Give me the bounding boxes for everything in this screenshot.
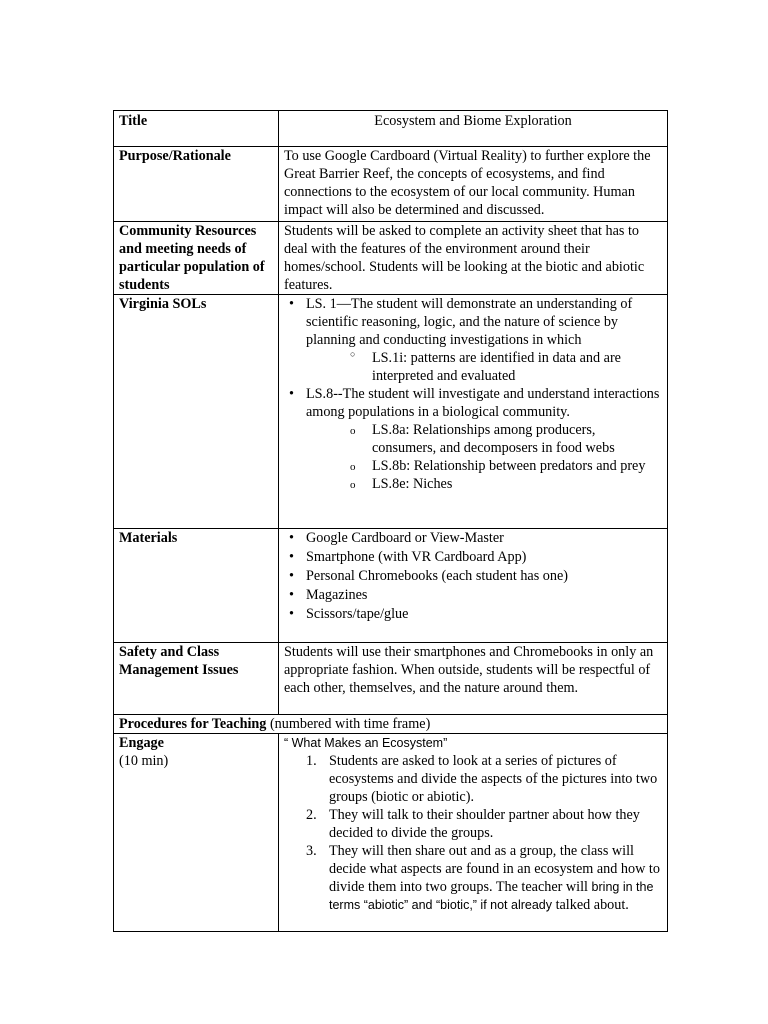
material-item: • Magazines [306,586,662,605]
sol-subitem: o LS.8b: Relationship between predators and prey [372,457,662,475]
materials-label: Materials [114,529,279,643]
safety-text: Students will use their smartphones and Chromebooks in only an appropriate fashion. When outside, students will be respectful of each other, themselves, and the nature around them. [279,643,668,715]
procedures-cell [114,715,668,734]
engage-step [306,842,662,914]
row-materials [114,529,668,643]
engage-time: (10 min) [119,753,169,769]
material-item: • Smartphone (with VR Cardboard App) [306,548,662,567]
title-value: Ecosystem and Biome Exploration [279,111,668,147]
sols-label: Virginia SOLs [114,295,279,529]
purpose-label: Purpose/Rationale [114,147,279,222]
sol-subitem: o LS.8e: Niches [372,475,662,493]
step-text: Students are asked to look at a series of pictures of ecosystems and divide the aspects of the pictures into two groups (biotic or abiotic). [329,753,658,805]
sol-subitem: o LS.8a: Relationships among producers, consumers, and decomposers in food webs [372,421,662,457]
sol-sublist [306,349,662,385]
engage-step [306,806,662,842]
row-community [114,222,668,295]
sol-item [306,295,662,385]
engage-label: Engage [119,735,164,751]
row-procedures [114,715,668,734]
row-engage [114,734,668,932]
step-text: talked about. [552,897,629,913]
engage-heading: “ What Makes an Ecosystem” [284,736,448,750]
row-sols [114,295,668,529]
row-purpose [114,147,668,222]
community-text: Students will be asked to complete an activity sheet that has to deal with the features of the environment around their homes/school. Students will be looking at the biotic and abiotic features. [279,222,668,295]
sol-subitem: ○ LS.1i: patterns are identified in data and are interpreted and evaluated [372,349,662,385]
engage-steps [284,752,662,914]
sol-item [306,385,662,493]
sol-item-text: LS. 1—The student will demonstrate an understanding of scientific reasoning, logic, and the nature of science by planning and conducting investigations in which [306,296,633,348]
engage-label-cell [114,734,279,932]
sol-item-text: LS.8--The student will investigate and understand interactions among populations in a biological community. [306,386,660,420]
materials-list [284,529,662,624]
row-safety [114,643,668,715]
sols-content [279,295,668,529]
step-number: 3. [306,843,317,859]
engage-step [306,752,662,806]
lesson-plan-table [113,110,668,932]
step-text-sans: bring in the terms “abiotic” and “biotic,” if not already [329,880,654,912]
step-text: They will talk to their shoulder partner about how they decided to divide the groups. [329,807,640,841]
procedures-label: Procedures for Teaching [119,716,267,732]
step-text: They will then share out and as a group, the class will decide what aspects are found in an ecosystem and how to divide them into two groups. The teacher will [329,843,660,895]
community-label: Community Resources and meeting needs of particular population of students [114,222,279,295]
title-label: Title [114,111,279,147]
materials-content [279,529,668,643]
step-number: 2. [306,807,317,823]
row-title [114,111,668,147]
material-item: • Google Cardboard or View-Master [306,529,662,548]
material-item: • Scissors/tape/glue [306,605,662,624]
sols-list [284,295,662,493]
procedures-note: (numbered with time frame) [266,716,431,732]
engage-content [279,734,668,932]
purpose-text: To use Google Cardboard (Virtual Reality) to further explore the Great Barrier Reef, the concepts of ecosystems, and find connections to the ecosystem of our local community. Human impact will also be determined and discussed. [279,147,668,222]
safety-label: Safety and Class Management Issues [114,643,279,715]
step-number: 1. [306,753,317,769]
material-item: • Personal Chromebooks (each student has one) [306,567,662,586]
sol-sublist [306,421,662,493]
